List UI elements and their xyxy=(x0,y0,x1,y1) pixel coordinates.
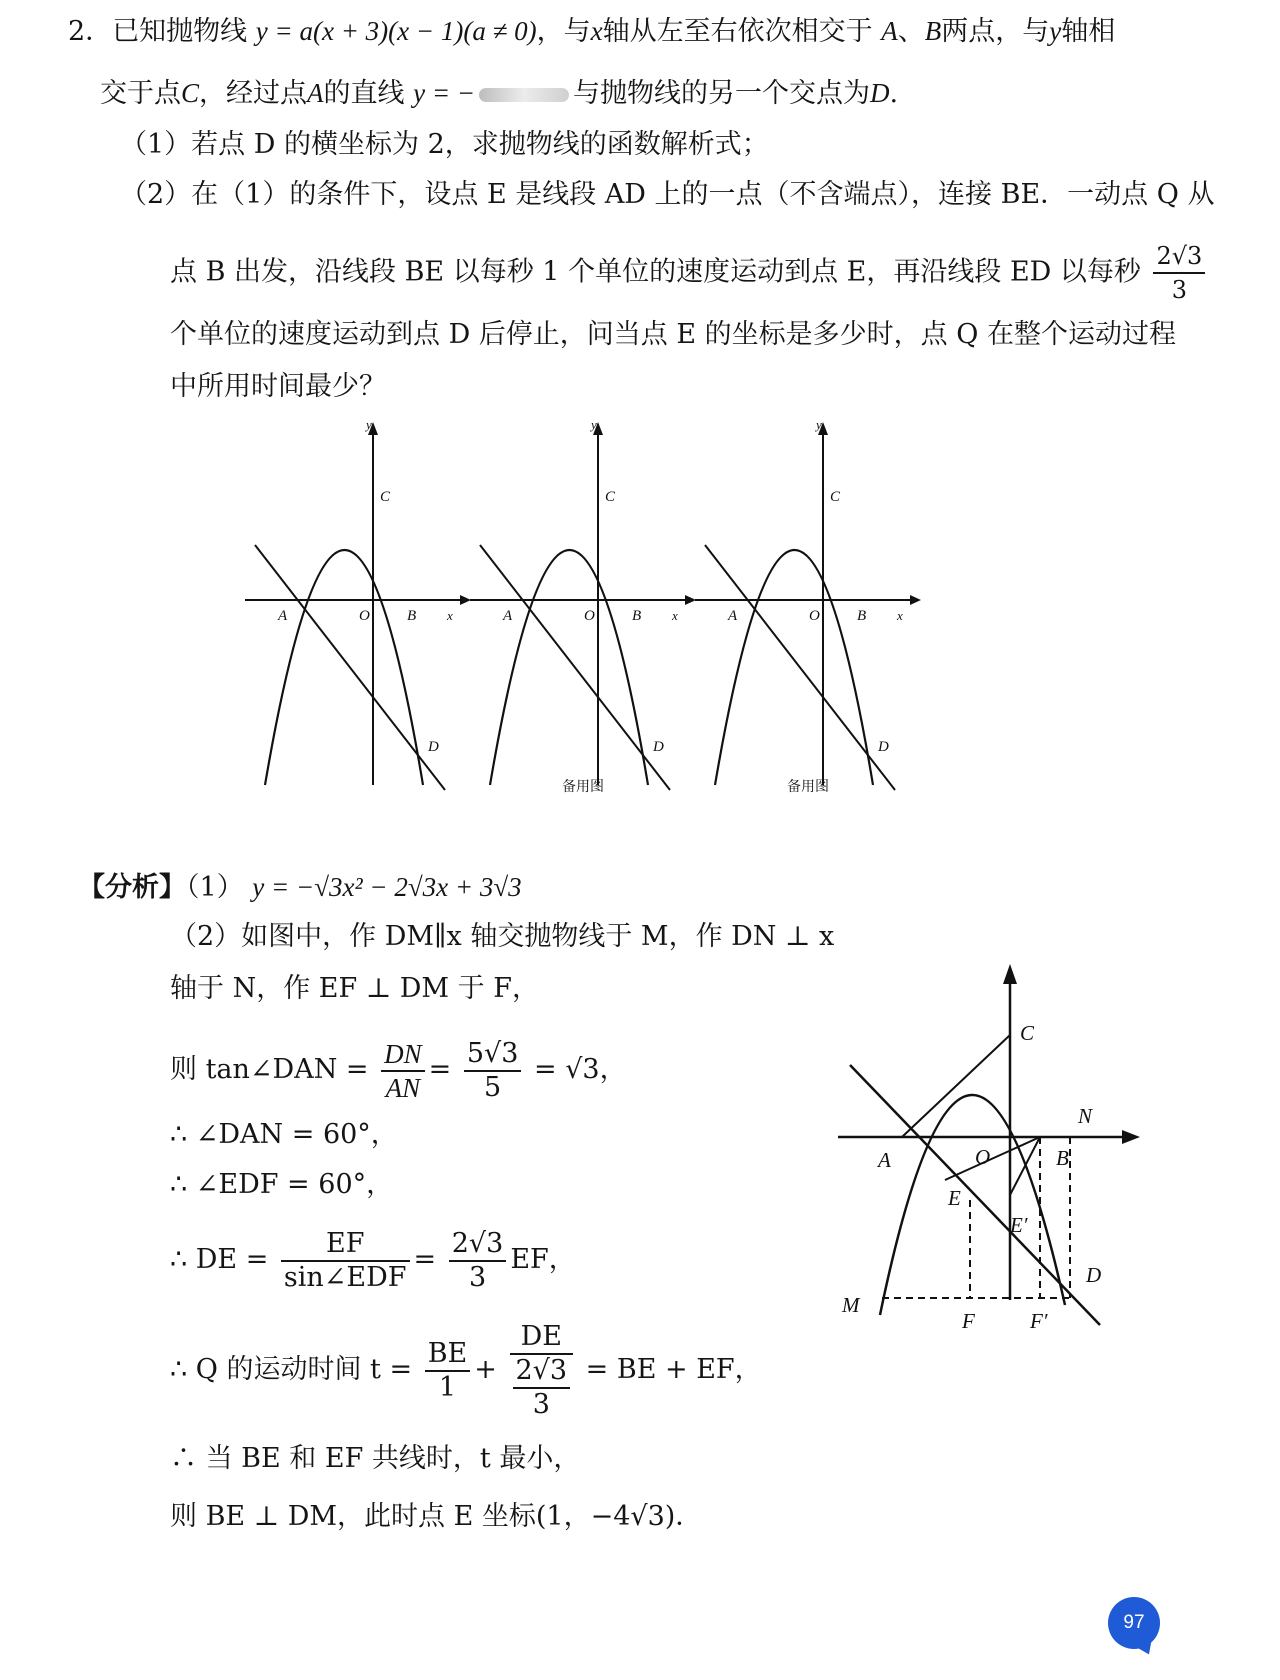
line-equation: y = − xyxy=(413,78,476,108)
page-number: 97 xyxy=(1108,1597,1160,1649)
figure-1 xyxy=(245,417,471,790)
svg-text:x: x xyxy=(447,608,453,623)
svg-text:N: N xyxy=(1078,1104,1093,1128)
svg-text:A: A xyxy=(278,608,288,624)
step-edf: ∴ ∠EDF = 60°， xyxy=(170,1169,394,1200)
svg-text:C: C xyxy=(1020,1021,1035,1045)
svg-text:O: O xyxy=(975,1145,991,1169)
svg-text:E′: E′ xyxy=(1010,1213,1028,1237)
de-line: ∴ DE = $\frac{EF}{\text{sin∠EDF}}$ = $\frac{2√3}{3}$ EF， xyxy=(170,1227,576,1293)
svg-text:B: B xyxy=(857,608,867,624)
fraction-5root3-over-5: $\frac{5√3}{5}$ xyxy=(464,1038,522,1104)
svg-text:O: O xyxy=(584,608,595,624)
svg-text:x: x xyxy=(897,608,903,623)
blurred-expression xyxy=(479,88,569,102)
svg-text:y: y xyxy=(366,417,372,432)
svg-text:x: x xyxy=(672,608,678,623)
svg-text:C: C xyxy=(830,489,841,505)
parabola-equation: y = a(x + 3)(x − 1)(a ≠ 0) xyxy=(255,16,537,46)
svg-text:E: E xyxy=(948,1186,961,1210)
svg-text:B: B xyxy=(632,608,642,624)
svg-text:M: M xyxy=(842,1293,860,1317)
figure-3 xyxy=(695,417,921,795)
fraction-2root3-over-3: $\frac{2√3}{3}$ xyxy=(1153,240,1205,306)
problem-number: 2． xyxy=(68,16,113,47)
svg-text:B: B xyxy=(407,608,417,624)
svg-text:D: D xyxy=(428,739,439,755)
svg-text:D: D xyxy=(878,739,889,755)
figure-2 xyxy=(470,417,696,795)
part-1-text: （1）若点 D 的横坐标为 2，求抛物线的函数解析式； xyxy=(120,129,769,160)
step-collinear: ∴ 当 BE 和 EF 共线时，t 最小， xyxy=(170,1443,581,1474)
step-result: 则 BE ⊥ DM，此时点 E 坐标(1，−4√3)． xyxy=(170,1501,703,1532)
backup-figure-caption: 备用图 xyxy=(562,779,604,795)
fraction-ef-sin: $\frac{EF}{\text{sin∠EDF}}$ xyxy=(281,1228,410,1294)
part-2-line-3: 个单位的速度运动到点 D 后停止，问当点 E 的坐标是多少时，点 Q 在整个运动过程 xyxy=(170,319,1176,350)
fraction-2root3-over-3: $\frac{2√3}{3}$ xyxy=(449,1228,507,1294)
problem-line-2: 交于点C，经过点A的直线 y = − 与抛物线的另一个交点为D. xyxy=(100,78,899,109)
part-2-line-4: 中所用时间最少？ xyxy=(170,371,386,402)
svg-text:C: C xyxy=(605,489,616,505)
svg-text:F: F xyxy=(962,1309,975,1333)
analysis-line-1: 【分析】（1） y = −√3x² − 2√3x + 3√3 xyxy=(78,872,522,903)
problem-line-1: 2．已知抛物线 y = a(x + 3)(x − 1)(a ≠ 0)，与x轴从左至右依次相交于 A、B两点，与y轴相 xyxy=(68,16,1116,47)
svg-text:O: O xyxy=(359,608,370,624)
step-dan: ∴ ∠DAN = 60°， xyxy=(170,1119,398,1150)
svg-text:A: A xyxy=(728,608,738,624)
svg-text:y: y xyxy=(591,417,597,432)
backup-figure-caption: 备用图 xyxy=(787,779,829,795)
part-2-line-1: （2）在（1）的条件下，设点 E 是线段 AD 上的一点（不含端点），连接 BE．一动点 Q 从 xyxy=(120,179,1215,210)
analysis-line-2: （2）如图中，作 DM∥x 轴交抛物线于 M，作 DN ⊥ x xyxy=(170,921,835,952)
svg-text:A: A xyxy=(503,608,513,624)
svg-text:D: D xyxy=(1086,1263,1102,1287)
fraction-de-over-2root3-3: DE 2√3 3 xyxy=(510,1321,574,1421)
figures-row xyxy=(0,415,1280,855)
part-2-line-2: 点 B 出发，沿线段 BE 以每秒 1 个单位的速度运动到点 E，再沿线段 ED 以每秒 $\frac{2√3}{3}$ xyxy=(170,240,1209,306)
svg-text:F′: F′ xyxy=(1030,1309,1048,1333)
svg-text:B: B xyxy=(1056,1146,1069,1170)
fraction-be-over-1: $\frac{BE}{1}$ xyxy=(425,1338,471,1404)
fraction-dn-an: $\frac{DN}{AN}$ xyxy=(381,1038,425,1104)
svg-text:y: y xyxy=(816,417,822,432)
svg-text:O: O xyxy=(809,608,820,624)
svg-text:A: A xyxy=(878,1148,891,1172)
analysis-line-3: 轴于 N，作 EF ⊥ DM 于 F， xyxy=(170,973,539,1004)
answer-equation: y = −√3x² − 2√3x + 3√3 xyxy=(252,872,522,902)
tan-line: 则 tan∠DAN = $\frac{DN}{AN}$ = $\frac{5√3}{5}$ = √3， xyxy=(170,1037,627,1103)
svg-text:C: C xyxy=(380,489,391,505)
time-line: ∴ Q 的运动时间 t = $\frac{BE}{1}$ + DE 2√3 3 = BE + EF， xyxy=(170,1320,762,1420)
analysis-header: 【分析】 xyxy=(78,872,186,903)
svg-text:D: D xyxy=(653,739,664,755)
solution-diagram xyxy=(830,960,1160,1370)
